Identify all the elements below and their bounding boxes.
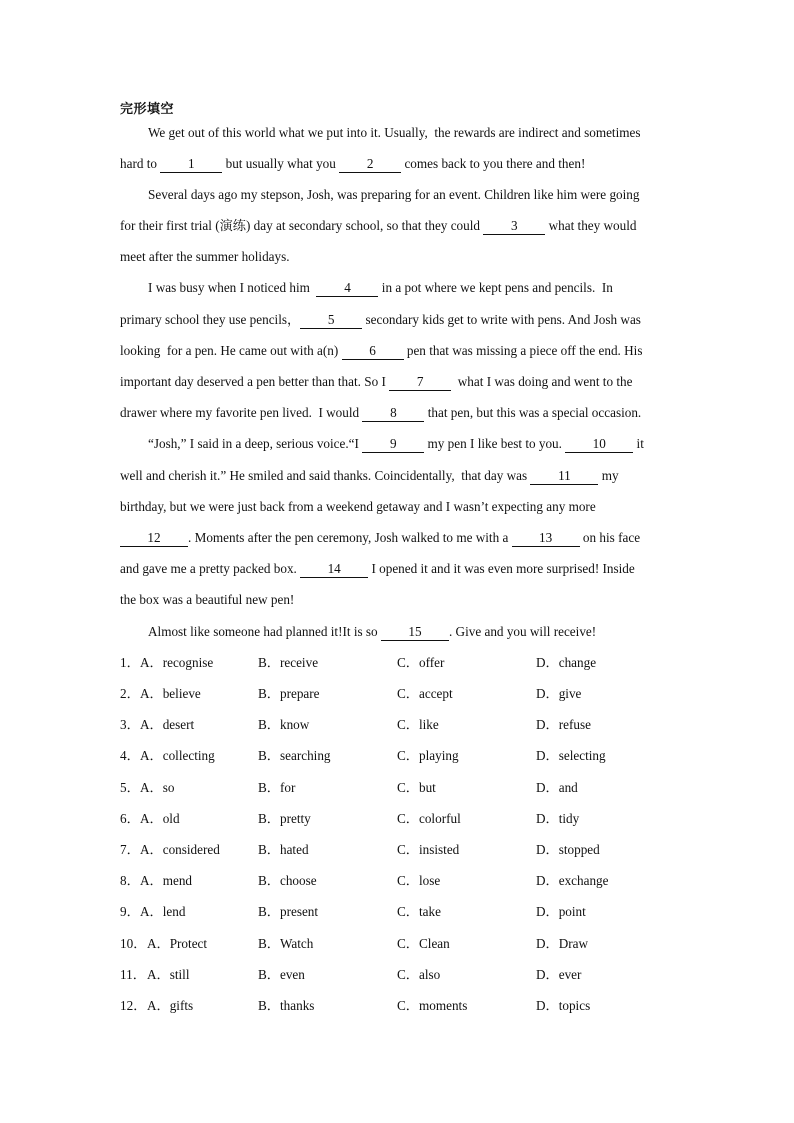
question-row — [120, 779, 680, 797]
option-a[interactable]: A．lend — [140, 904, 186, 919]
passage-line: 12 . Moments after the pen ceremony, Josh walked to me with a 13 on his face — [120, 529, 640, 547]
option-c[interactable]: C．Clean — [397, 936, 450, 951]
question-number: 9． — [120, 904, 140, 919]
passage-line: the box was a beautiful new pen! — [120, 592, 295, 607]
blank-9[interactable]: 9 — [362, 437, 424, 453]
option-c[interactable]: C．take — [397, 904, 441, 919]
option-a[interactable]: A．collecting — [140, 748, 215, 763]
question-number: 1． — [120, 655, 140, 670]
passage-line: drawer where my favorite pen lived. I would 8 that pen, but this was a special occasion. — [120, 405, 642, 420]
option-b[interactable]: B．Watch — [258, 936, 314, 951]
option-a[interactable]: A．so — [140, 780, 175, 795]
option-b[interactable]: B．for — [258, 780, 296, 795]
blank-13[interactable]: 13 — [512, 531, 580, 547]
section-heading: 完形填空 — [120, 102, 175, 117]
question-number: 11． — [120, 967, 146, 982]
question-row — [120, 841, 680, 859]
option-d[interactable]: D．exchange — [536, 873, 609, 888]
question-number: 4． — [120, 748, 140, 763]
option-d[interactable]: D．tidy — [536, 811, 580, 826]
option-c[interactable]: C．like — [397, 717, 439, 732]
passage-line: birthday, but we were just back from a weekend getaway and I wasn’t expecting any more — [120, 499, 596, 514]
option-d[interactable]: D．stopped — [536, 842, 600, 857]
blank-5[interactable]: 5 — [300, 313, 362, 329]
question-number: 12． — [120, 998, 147, 1013]
option-c[interactable]: C．colorful — [397, 811, 461, 826]
question-row — [120, 903, 680, 921]
passage-line: “Josh,” I said in a deep, serious voice.“I 9 my pen I like best to you. 10 it — [148, 436, 644, 451]
blank-10[interactable]: 10 — [565, 437, 633, 453]
option-d[interactable]: D．ever — [536, 967, 582, 982]
option-c[interactable]: C．but — [397, 780, 436, 795]
question-row — [120, 997, 680, 1015]
blank-3[interactable]: 3 — [483, 219, 545, 235]
option-c[interactable]: C．also — [397, 967, 441, 982]
option-a[interactable]: A．believe — [140, 686, 201, 701]
option-c[interactable]: C．offer — [397, 655, 445, 670]
blank-15[interactable]: 15 — [381, 625, 449, 641]
option-c[interactable]: C．accept — [397, 686, 453, 701]
passage-line: Several days ago my stepson, Josh, was preparing for an event. Children like him were going — [148, 187, 640, 202]
passage-line: and gave me a pretty packed box. 14 I opened it and it was even more surprised! Inside — [120, 561, 635, 576]
question-row — [120, 685, 680, 703]
option-a[interactable]: A．still — [147, 967, 190, 982]
option-d[interactable]: D．give — [536, 686, 582, 701]
question-row — [120, 872, 680, 890]
option-d[interactable]: D．Draw — [536, 936, 589, 951]
question-row — [120, 935, 680, 953]
option-d[interactable]: D．change — [536, 655, 597, 670]
passage-line: Almost like someone had planned it!It is so 15 . Give and you will receive! — [148, 624, 597, 639]
question-row — [120, 747, 680, 765]
blank-8[interactable]: 8 — [362, 406, 424, 422]
blank-4[interactable]: 4 — [316, 281, 378, 297]
passage-line: for their first trial (演练) day at secondary school, so that they could 3 what they would — [120, 218, 637, 233]
option-a[interactable]: A．recognise — [140, 655, 214, 670]
passage-line: We get out of this world what we put into it. Usually, the rewards are indirect and sometimes — [148, 125, 641, 140]
blank-1[interactable]: 1 — [160, 157, 222, 173]
blank-7[interactable]: 7 — [389, 375, 451, 391]
passage-line: important day deserved a pen better than that. So I 7 what I was doing and went to the — [120, 374, 633, 389]
option-c[interactable]: C．lose — [397, 873, 441, 888]
question-row — [120, 810, 680, 828]
blank-6[interactable]: 6 — [342, 344, 404, 360]
question-number: 2． — [120, 686, 140, 701]
blank-14[interactable]: 14 — [300, 562, 368, 578]
option-d[interactable]: D．refuse — [536, 717, 591, 732]
question-number: 5． — [120, 780, 140, 795]
question-row — [120, 966, 680, 984]
question-row — [120, 654, 680, 672]
option-d[interactable]: D．topics — [536, 998, 591, 1013]
option-d[interactable]: D．selecting — [536, 748, 606, 763]
passage-line: hard to 1 but usually what you 2 comes back to you there and then! — [120, 156, 586, 171]
blank-12[interactable]: 12 — [120, 531, 188, 547]
passage-line: primary school they use pencils， 5 secondary kids get to write with pens. And Josh was — [120, 312, 641, 327]
option-a[interactable]: A．old — [140, 811, 180, 826]
passage-line: meet after the summer holidays. — [120, 249, 290, 264]
option-b[interactable]: B．pretty — [258, 811, 311, 826]
option-a[interactable]: A．Protect — [147, 936, 208, 951]
passage-line: well and cherish it.” He smiled and said thanks. Coincidentally, that day was 11 my — [120, 468, 619, 483]
option-c[interactable]: C．insisted — [397, 842, 460, 857]
question-number: 8． — [120, 873, 140, 888]
option-b[interactable]: B．present — [258, 904, 319, 919]
option-b[interactable]: B．know — [258, 717, 310, 732]
option-b[interactable]: B．receive — [258, 655, 319, 670]
passage-line: I was busy when I noticed him 4 in a pot where we kept pens and pencils. In — [148, 280, 613, 295]
blank-11[interactable]: 11 — [530, 469, 598, 485]
blank-2[interactable]: 2 — [339, 157, 401, 173]
option-d[interactable]: D．and — [536, 780, 578, 795]
option-a[interactable]: A．mend — [140, 873, 193, 888]
option-b[interactable]: B．hated — [258, 842, 309, 857]
question-number: 10． — [120, 936, 147, 951]
question-number: 6． — [120, 811, 140, 826]
option-d[interactable]: D．point — [536, 904, 586, 919]
passage-line: looking for a pen. He came out with a(n) 6 pen that was missing a piece off the end. His — [120, 343, 643, 358]
question-number: 3． — [120, 717, 140, 732]
option-a[interactable]: A．gifts — [147, 998, 194, 1013]
option-b[interactable]: B．choose — [258, 873, 317, 888]
option-a[interactable]: A．desert — [140, 717, 195, 732]
option-a[interactable]: A．considered — [140, 842, 220, 857]
option-b[interactable]: B．prepare — [258, 686, 320, 701]
option-c[interactable]: C．playing — [397, 748, 459, 763]
question-row — [120, 716, 680, 734]
option-b[interactable]: B．thanks — [258, 998, 315, 1013]
option-b[interactable]: B．searching — [258, 748, 331, 763]
option-b[interactable]: B．even — [258, 967, 305, 982]
question-number: 7． — [120, 842, 140, 857]
option-c[interactable]: C．moments — [397, 998, 468, 1013]
